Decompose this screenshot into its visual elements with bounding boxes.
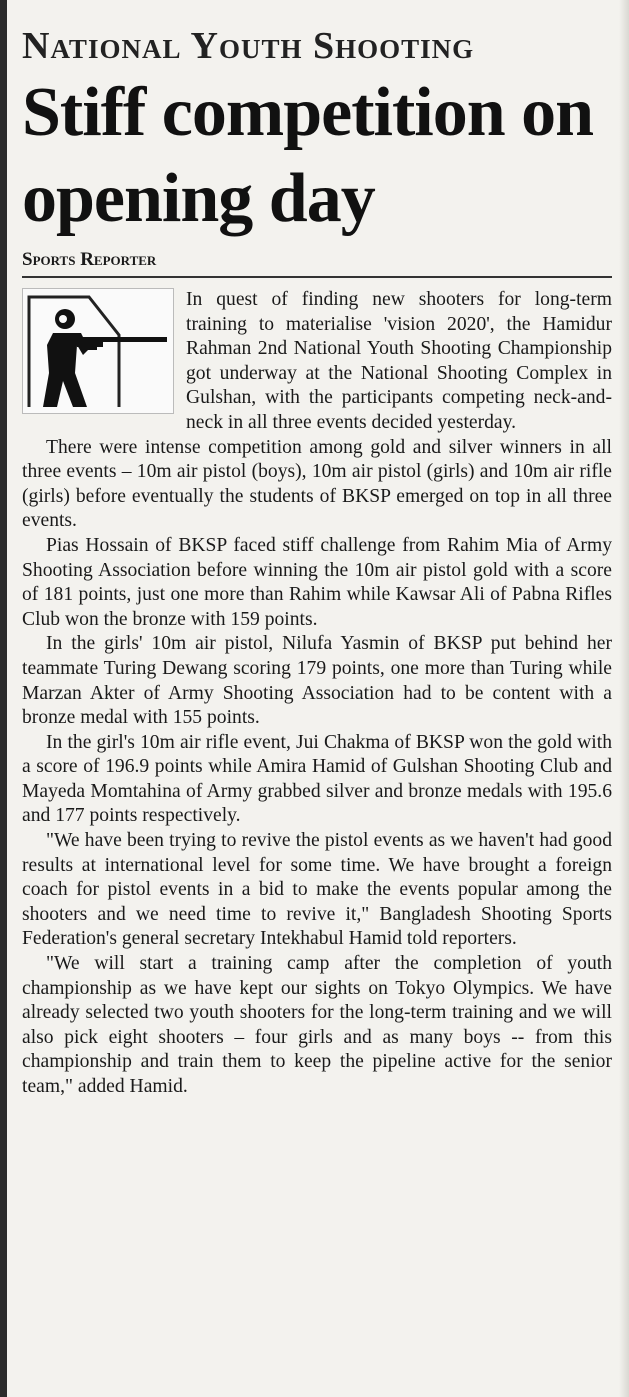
- article-byline: Sports Reporter: [22, 248, 612, 278]
- article-headline: Stiff competition on opening day: [22, 74, 594, 237]
- article-paragraph-3: Pias Hossain of BKSP faced stiff challenge from Rahim Mia of Army Shooting Association before winning the 10m air pistol gold with a score of 181 points, just one more than Rahim while Kawsar Ali of Pabna Rifles Club won the bronze with 159 points.: [22, 534, 612, 630]
- article-paragraph-7: "We will start a training camp after the completion of youth championship as we have kept our sights on Tokyo Olympics. We have already selected two youth shooters for the long-term training and we will also pick eight shooters – four girls and as many boys -- from this championship and train them to keep the pipeline active for the senior team," added Hamid.: [22, 953, 612, 1097]
- article-paragraph-6: "We have been trying to revive the pistol events as we haven't had good results at international level for some time. We have brought a foreign coach for pistol events in a bid to make the events popular among the shooters and we need time to revive it," Bangladesh Shooting Sports Federation's general secretary Intekhabul Hamid told reporters.: [22, 830, 612, 950]
- article-body: [22, 288, 612, 1100]
- article-paragraph-4: In the girls' 10m air pistol, Nilufa Yasmin of BKSP put behind her teammate Turing Dewang scoring 179 points, one more than Turing while Marzan Akter of Army Shooting Association had to be content with a bronze medal with 155 points.: [22, 633, 612, 729]
- article-paragraph-5: In the girl's 10m air rifle event, Jui Chakma of BKSP won the gold with a score of 196.9 points while Amira Hamid of Gulshan Shooting Club and Mayeda Momtahina of Army grabbed silver and bronze medals with 195.6 and 177 points respectively.: [22, 731, 612, 827]
- article-paragraph-1: In quest of finding new shooters for long-term training to materialise 'vision 2020', the Hamidur Rahman 2nd National Youth Shooting Championship got underway at the National Shooting Complex in Gulshan, with the participants competing neck-and-neck in all three events decided yesterday.: [186, 289, 612, 433]
- article-kicker: National Youth Shooting: [22, 25, 475, 67]
- column-rule: [0, 0, 7, 1397]
- news-article: [22, 22, 612, 1100]
- shooter-pictogram-icon: [22, 288, 174, 414]
- page-edge: [619, 0, 629, 1397]
- article-paragraph-2: There were intense competition among gold and silver winners in all three events – 10m air pistol (boys), 10m air pistol (girls) and 10m air rifle (girls) before eventually the students of BKSP emerged on top in all three events.: [22, 436, 612, 532]
